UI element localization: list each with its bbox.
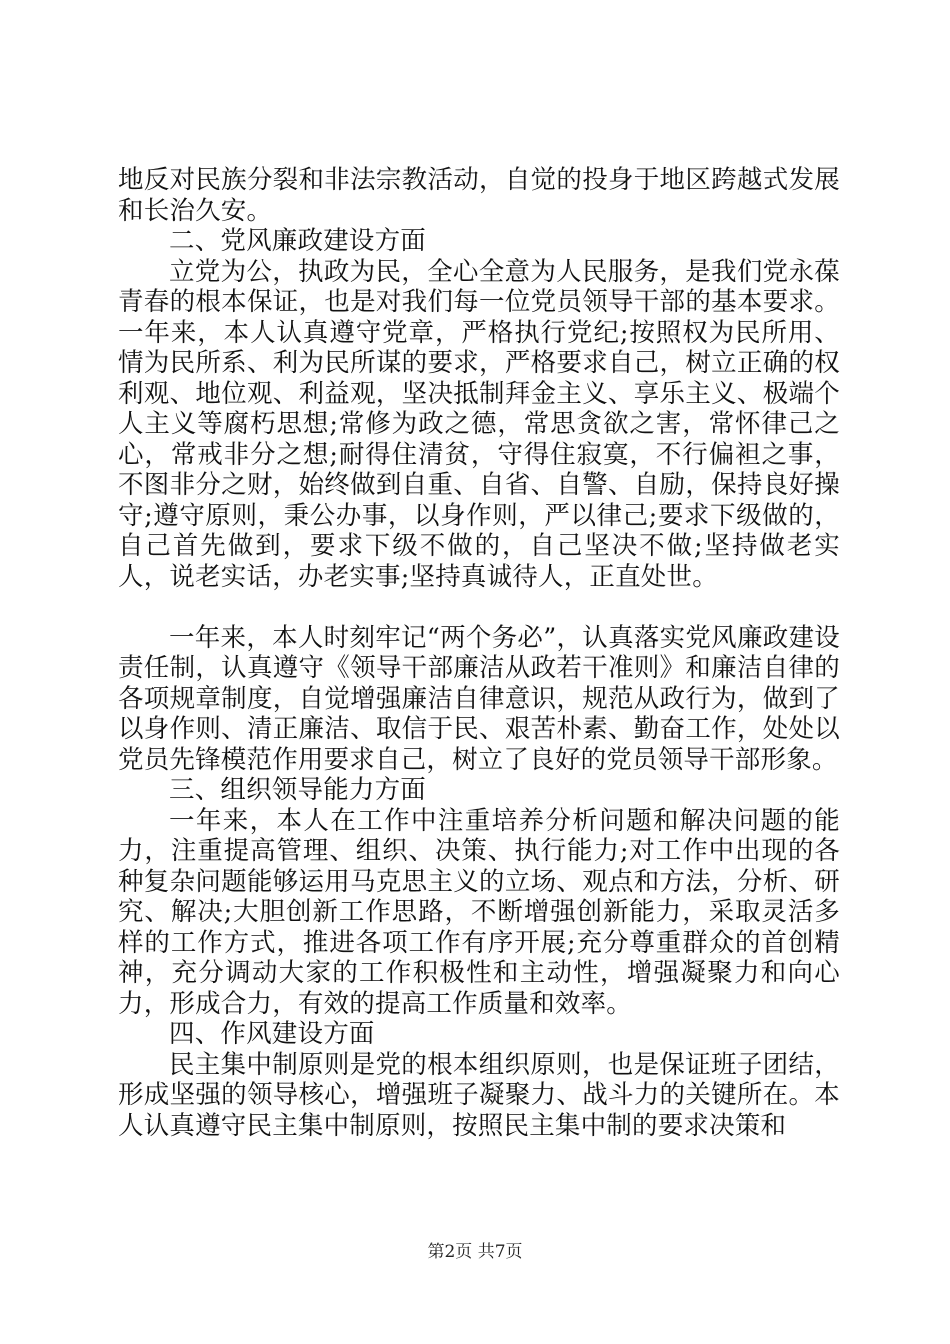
paragraph-integrity: 立党为公，执政为民，全心全意为人民服务，是我们党永葆青春的根本保证，也是对我们每一位党员领导干部的基本要求。一年来，本人认真遵守党章，严格执行党纪;按照权为民所用、情为民所系、利为民所谋的要求，严格要求自己，树立正确的权利观、地位观、利益观，坚决抵制拜金主义、享乐主义、极端个人主义等腐朽思想;常修为政之德，常思贪欲之害，常怀律己之心，常戒非分之想;耐得住清贫，守得住寂寞，不行偏袒之事，不图非分之财，始终做到自重、自省、自警、自励，保持良好操守;遵守原则，秉公办事，以身作则，严以律己;要求下级做的，自己首先做到，要求下级不做的，自己坚决不做;坚持做老实人，说老实话，办老实事;坚持真诚待人，正直处世。 bbox=[118, 256, 840, 592]
paragraph-work-style: 民主集中制原则是党的根本组织原则，也是保证班子团结，形成坚强的领导核心，增强班子凝聚力、战斗力的关键所在。本人认真遵守民主集中制原则，按照民主集中制的要求决策和 bbox=[118, 1049, 840, 1141]
paragraph-integrity-2: 一年来，本人时刻牢记“两个务必”，认真落实党风廉政建设责任制，认真遵守《领导干部廉洁从政若干准则》和廉洁自律的各项规章制度，自觉增强廉洁自律意识，规范从政行为，做到了以身作则、清正廉洁、取信于民、艰苦朴素、勤奋工作，处处以党员先锋模范作用要求自己，树立了良好的党员领导干部形象。 bbox=[118, 622, 840, 775]
paragraph-continuation: 地反对民族分裂和非法宗教活动，自觉的投身于地区跨越式发展和长治久安。 bbox=[118, 165, 840, 226]
section-heading-4: 四、作风建设方面 bbox=[169, 1019, 375, 1049]
page-number-footer: 第2页 共7页 bbox=[427, 1242, 523, 1262]
paragraph-leadership: 一年来，本人在工作中注重培养分析问题和解决问题的能力，注重提高管理、组织、决策、执行能力;对工作中出现的各种复杂问题能够运用马克思主义的立场、观点和方法，分析、研究、解决;大胆创新工作思路，不断增强创新能力，采取灵活多样的工作方式，推进各项工作有序开展;充分尊重群众的首创精神，充分调动大家的工作积极性和主动性，增强凝聚力和向心力，形成合力，有效的提高工作质量和效率。 bbox=[118, 805, 840, 1019]
document-body bbox=[118, 165, 840, 1141]
section-heading-3: 三、组织领导能力方面 bbox=[169, 775, 427, 805]
paragraph-gap bbox=[118, 592, 840, 623]
section-heading-2: 二、党风廉政建设方面 bbox=[169, 226, 427, 256]
